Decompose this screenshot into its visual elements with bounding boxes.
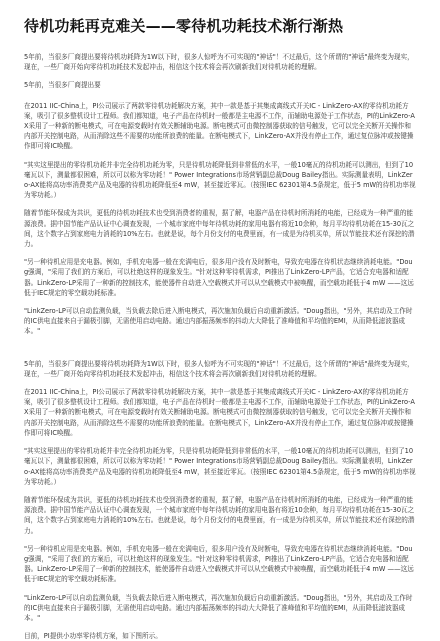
body-paragraph-10: "LinkZero-LP可以自动监测负载，当负载去除后进入断电模式，再次施加负载后自动重新激活。"Doug指出，"另外，其启动及工作时的IC供电直接来自于漏极引脚，无需使用启动电路。通过内部振荡频率的抖动大大降低了准峰值和平均值的EMI，从而降低滤波器成本。" [24, 593, 413, 622]
article-section-2 [24, 359, 416, 623]
body-paragraph-9: "另一种待机应用是充电器。例如，手机充电器一般在充满电后，很多用户没有及时断电，导致充电器在待机状态继续消耗电能。"Doug强调，"采用了我们的方案后，可以杜绝这样的现象发生。"针对这种零待机需求，PI推出了LinkZero-LP产品，它适合充电器和适配器。LinkZero-LP采用了一种新的控制技术，能使器件自动进入空载模式并可以从空载模式中被唤醒，而空载功耗低于4 mW ——这远低于IEC规定的零空载功耗标准。 [24, 544, 414, 584]
intro-paragraph-repeat: 5年前，当很多厂商提出要将待机功耗降为1W以下时，很多人惊呼为不可实现的"神话"！不过最后，这个所谓的"神话"最终变为现实，现在，一些厂商开始向零待机功耗技术发起冲击，相信这个技术将会再次刷新我们对待机功耗的理解。 [24, 359, 414, 378]
closing-line: 目前，PI提供小功率零待机方案，如下图所示。 [24, 632, 162, 641]
body-paragraph-8: 随着节能环保成为共识，更低的待机功耗技术也受到消费者的重视，据了解，电器产品在待机时所消耗的电能，已经成为一种严重的能源浪费。据中国节能产品认证中心调查发现，一个城市家庭中每年待机功耗的家用电器有将近10余种，每月平均待机功耗在15-30瓦之间，这个数字占到家庭电力消耗的10%左右。也就是说，每个月份支付的电费里面，有一成是为待机买单，所以节能技术还有深挖的潜力。 [24, 495, 415, 535]
section-spacer [24, 345, 416, 359]
body-paragraph-5: "LinkZero-LP可以自动监测负载，当负载去除后进入断电模式，再次施加负载后自动重新激活。"Doug指出，"另外，其启动及工作时的IC供电直接来自于漏极引脚，无需使用启动电路。通过内部振荡频率的抖动大大降低了准峰值和平均值的EMI，从而降低滤波器成本。" [24, 307, 413, 336]
body-paragraph-7: "其实这里提出的零待机功耗并非完全待机功耗为零，只是待机功耗降低到非常低的水平，一般10毫瓦的待机功耗可以测出，但到了10毫瓦以下，测量都很困难，所以可以称为零功耗！" Power Integrations市场营销副总裁Doug Bailey指出。实际测量表明，LinkZero-AX能将高功率消费类产品及电器的待机功耗降低至4 mW，甚至接近零瓦。（按照IEC 62301第4.5条规定，低于5 mW的待机功率视为零功耗。） [24, 447, 416, 486]
article-title: 待机功耗再克难关——零待机功耗技术渐行渐热 [24, 17, 344, 35]
lead-line: 5年前，当很多厂商提出要 [24, 81, 101, 90]
body-paragraph-4: "另一种待机应用是充电器。例如，手机充电器一般在充满电后，很多用户没有及时断电，导致充电器在待机状态继续消耗电能。"Doug强调，"采用了我们的方案后，可以杜绝这样的现象发生。"针对这种零待机需求，PI推出了LinkZero-LP产品，它适合充电器和适配器。LinkZero-LP采用了一种新的控制技术，能使器件自动进入空载模式并可以从空载模式中被唤醒，而空载功耗低于4 mW ——这远低于IEC规定的零空载功耗标准。 [24, 258, 414, 297]
article-section-1 [24, 52, 416, 337]
body-paragraph-1: 在2011 IIC-China上，PI公司展示了两款零待机功耗解决方案，其中一款是基于其集成离线式开关IC - LinkZero-AX的零待机功耗方案，吸引了很多整机设计工程师。我们都知道，电子产品在待机时一般都是主电源不工作，而辅助电源处于工作状态，PI的LinkZero-AX采用了一种新的断电模式，可在电源变载时有效关断辅助电源。断电模式可由微控制器获取的信号触发，它可以完全关断开关操作和内部开关控制电路，从而消除这些不需要的功能所浪费的能量。在断电模式下，LinkZero-AX并没有停止工作，通过复位脉冲或按键操作即可将IC唤醒。 [24, 101, 415, 151]
body-paragraph-6: 在2011 IIC-China上，PI公司展示了两款零待机功耗解决方案，其中一款是基于其集成离线式开关IC - LinkZero-AX的零待机功耗方案，吸引了很多整机设计工程师。我们都知道，电子产品在待机时一般都是主电源不工作，而辅助电源处于工作状态，PI的LinkZero-AX采用了一种新的断电模式，可在电源变载时有效关断辅助电源。断电模式可由微控制器获取的信号触发，它可以完全关断开关操作和内部开关控制电路，从而消除这些不需要的功能所浪费的能量。在断电模式下，LinkZero-AX并没有停止工作，通过复位脉冲或按键操作即可将IC唤醒。 [24, 388, 415, 437]
body-paragraph-2: "其实这里提出的零待机功耗并非完全待机功耗为零，只是待机功耗降低到非常低的水平，一般10毫瓦的待机功耗可以测出，但到了10毫瓦以下，测量都很困难，所以可以称为零功耗！" Power Integrations市场营销副总裁Doug Bailey指出。实际测量表明，LinkZero-AX能将高功率消费类产品及电器的待机功耗降低至4 mW，甚至接近零瓦。（按照IEC 62301第4.5条规定，低于5 mW的待机功率视为零功耗。） [24, 160, 416, 200]
body-paragraph-3: 随着节能环保成为共识，更低的待机功耗技术也受到消费者的重视，据了解，电器产品在待机时所消耗的电能，已经成为一种严重的能源浪费。据中国节能产品认证中心调查发现，一个城市家庭中每年待机功耗的家用电器有将近10余种，每月平均待机功耗在15-30瓦之间，这个数字占到家庭电力消耗的10%左右。也就是说，每个月份支付的电费里面，有一成是为待机买单，所以节能技术还有深挖的潜力。 [24, 209, 415, 249]
intro-paragraph: 5年前，当很多厂商提出要将待机功耗降为1W以下时，很多人惊呼为不可实现的"神话"！不过最后，这个所谓的"神话"最终变为现实，现在，一些厂商开始向零待机功耗技术发起冲击，相信这个技术将会再次刷新我们对待机功耗的理解。 [24, 53, 414, 72]
